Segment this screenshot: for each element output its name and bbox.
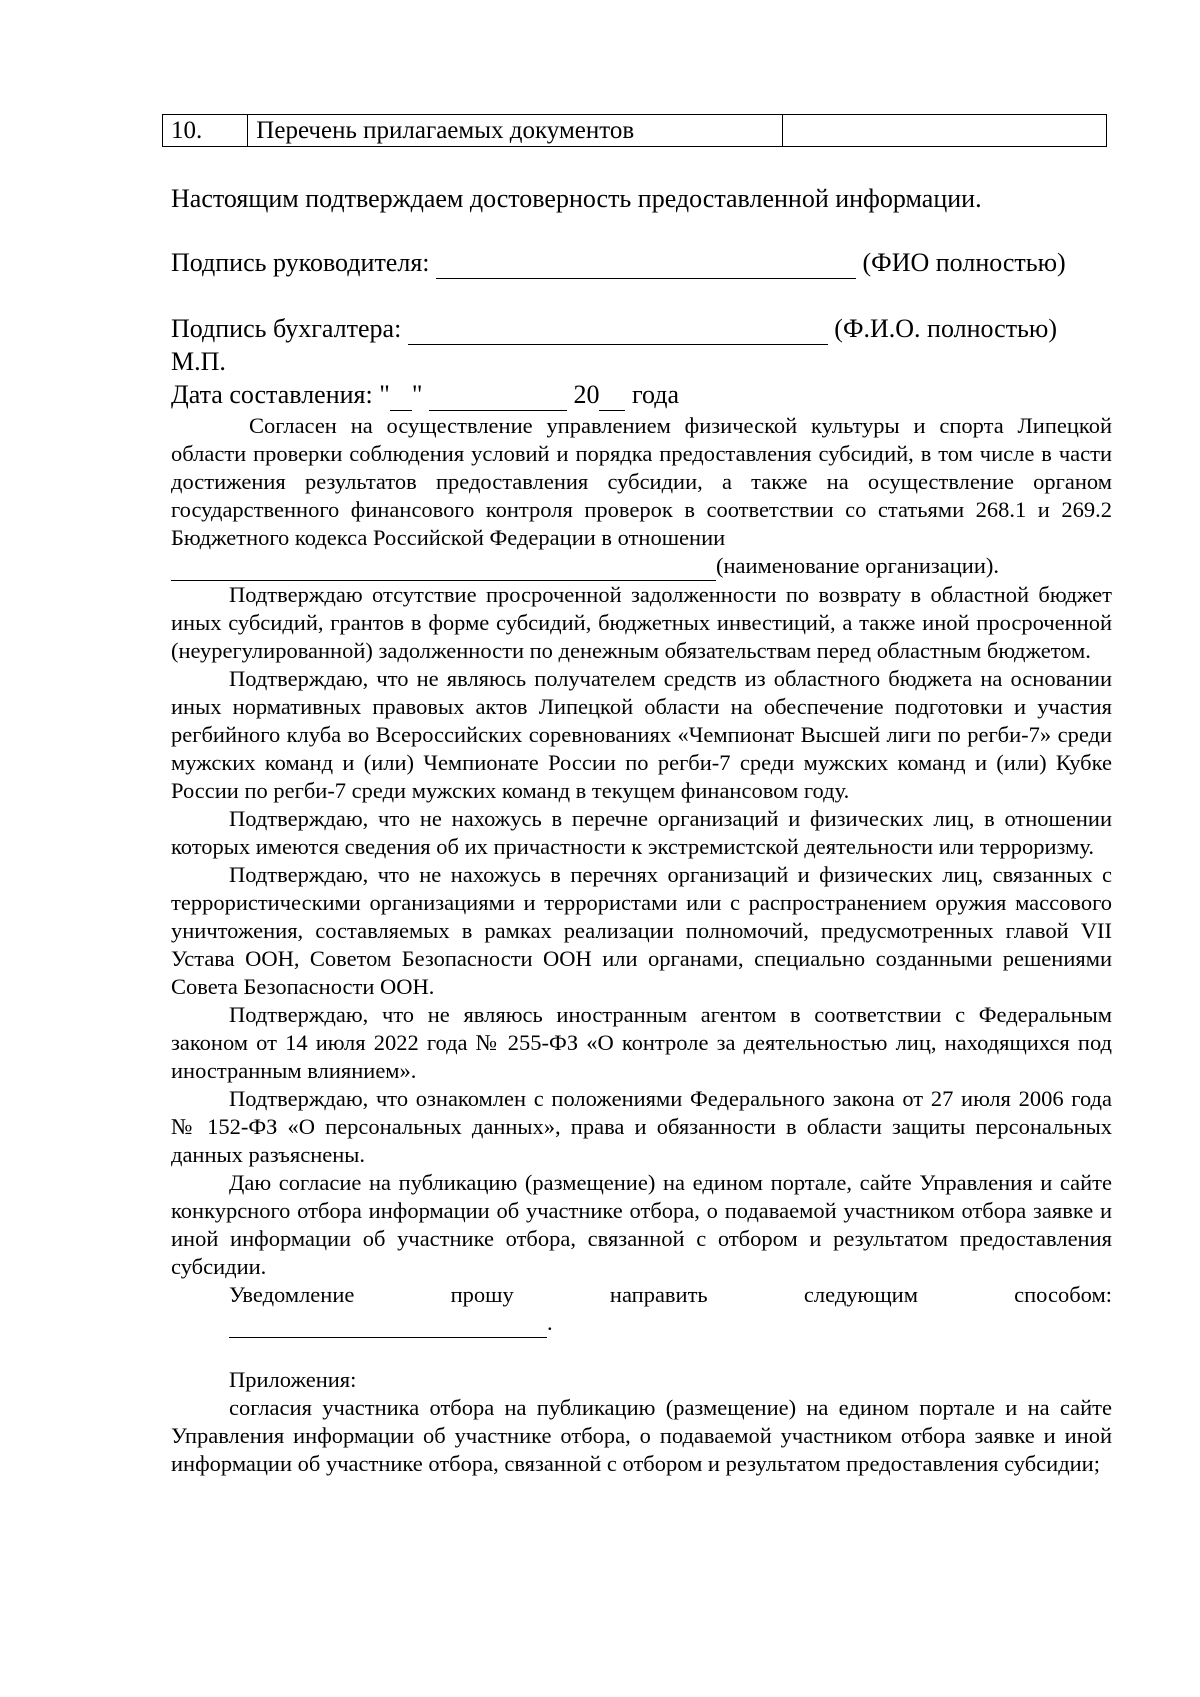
publication-consent-paragraph: Даю согласие на публикацию (размещение) на едином портале, сайте Управления и сайте конкурсного отбора информации об участнике отбора, о подаваемой участником отбора заявке и иной информации об участнике отбора, связанной с отбором и результатом предоставления субсидии. <box>171 1170 1112 1279</box>
not-foreign-agent-paragraph: Подтверждаю, что не являюсь иностранным агентом в соответствии с Федеральным законом от 14 июля 2022 года № 255-ФЗ «О контроле за деятельностью лиц, находящихся под иностранным влиянием». <box>171 1002 1112 1083</box>
documents-table <box>162 114 1107 147</box>
row-number: 10. <box>163 115 248 147</box>
row-value-cell[interactable] <box>782 115 1106 147</box>
head-signature-label: Подпись руководителя: <box>171 248 430 277</box>
date-year-field[interactable] <box>599 380 625 411</box>
accountant-signature-field[interactable] <box>408 314 828 345</box>
attachments-title: Приложения: <box>229 1367 357 1392</box>
date-year-suffix: года <box>631 380 680 409</box>
date-day-field[interactable] <box>390 380 412 411</box>
consent-check-paragraph: Согласен на осуществление управлением физической культуры и спорта Липецкой области проверки соблюдения условий и порядка предоставления субсидий, в том числе в части достижения результатов предоставления субсидии, а также на осуществление органом государственного финансового контроля проверок в соответствии со статьями 268.1 и 269.2 Бюджетного кодекса Российской Федерации в отношении <box>171 413 1112 550</box>
not-extremism-paragraph: Подтверждаю, что не нахожусь в перечне организаций и физических лиц, в отношении которых имеются сведения об их причастности к экстремистской деятельности или терроризму. <box>171 806 1112 859</box>
date-month-field[interactable] <box>429 380 567 411</box>
org-name-line <box>171 552 1112 581</box>
head-signature-suffix: (ФИО полностью) <box>862 248 1066 277</box>
notification-method-field[interactable] <box>229 1309 547 1338</box>
org-name-field[interactable] <box>171 552 716 581</box>
date-year-prefix: 20 <box>573 380 600 409</box>
notification-end: . <box>547 1310 553 1335</box>
confirm-statement: Настоящим подтверждаем достоверность предоставленной информации. <box>171 184 982 213</box>
accountant-signature-label: Подпись бухгалтера: <box>171 314 402 343</box>
date-label: Дата составления: " <box>171 380 390 409</box>
not-terror-paragraph: Подтверждаю, что не нахожусь в перечнях организаций и физических лиц, связанных с террористическими организациями и террористами или с распространением оружия массового уничтожения, составляемых в рамках реализации полномочий, предусмотренных главой VII Устава ООН, Советом Безопасности ООН или органами, специально созданными решениями Совета Безопасности ООН. <box>171 862 1112 999</box>
head-signature-line <box>171 248 1066 279</box>
declarations-body <box>171 412 1112 1478</box>
accountant-signature-line <box>171 314 1057 345</box>
attachment-item: согласия участника отбора на публикацию (размещение) на едином портале и на сайте Управления информации об участнике отбора, о подаваемой участником отбора заявке и иной информации об участнике отбора, связанной с отбором и результатом предоставления субсидии; <box>171 1395 1112 1476</box>
head-signature-field[interactable] <box>436 248 856 279</box>
spacer <box>171 1338 1112 1366</box>
personal-data-paragraph: Подтверждаю, что ознакомлен с положениями Федерального закона от 27 июля 2006 года № 152-ФЗ «О персональных данных», права и обязанности в области защиты персональных данных разъяснены. <box>171 1086 1112 1167</box>
notification-method-line <box>171 1309 1112 1338</box>
no-debt-paragraph: Подтверждаю отсутствие просроченной задолженности по возврату в областной бюджет иных субсидий, грантов в форме субсидий, бюджетных инвестиций, а также иной просроченной (неурегулированной) задолженности по денежным обязательствам перед областным бюджетом. <box>171 582 1112 663</box>
date-quote-close: " <box>411 380 423 409</box>
date-line <box>171 380 679 411</box>
row-label: Перечень прилагаемых документов <box>248 115 783 147</box>
accountant-signature-suffix: (Ф.И.О. полностью) <box>834 314 1057 343</box>
notification-paragraph: Уведомление прошу направить следующим способом: <box>229 1282 1112 1307</box>
stamp-mark: М.П. <box>171 347 226 376</box>
not-recipient-paragraph: Подтверждаю, что не являюсь получателем средств из областного бюджета на основании иных нормативных правовых актов Липецкой области на обеспечение подготовки и участия регбийного клуба во Всероссийских соревнованиях «Чемпионат Высшей лиги по регби-7» среди мужских команд и (или) Чемпионате России по регби-7 среди мужских команд и (или) Кубке России по регби-7 среди мужских команд в текущем финансовом году. <box>171 666 1112 803</box>
table-row <box>163 115 1107 147</box>
org-name-hint: (наименование организации). <box>716 553 999 578</box>
